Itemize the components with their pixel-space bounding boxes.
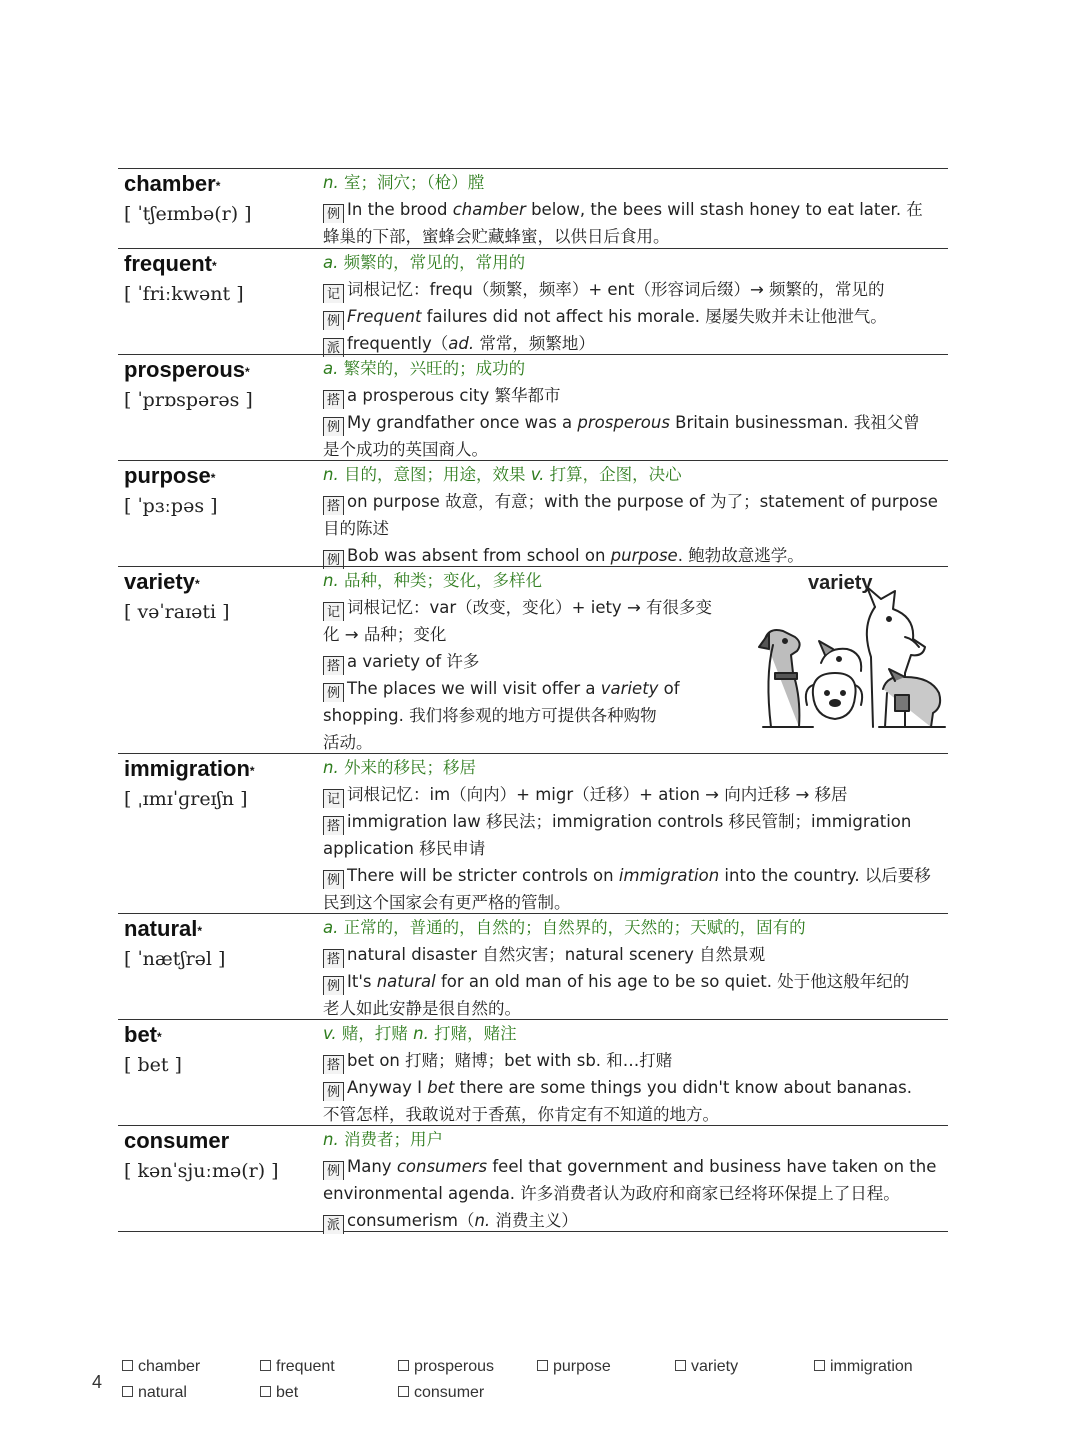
definition: [323, 461, 943, 488]
line-text: application 移民申请: [323, 839, 486, 858]
label-tag: 搭: [323, 390, 344, 409]
entry-line: [323, 488, 943, 515]
checklist-item-consumer[interactable]: [398, 1384, 484, 1402]
entry-line: [323, 436, 943, 463]
entry-line: [323, 995, 943, 1022]
line-text: shopping. 我们将参观的地方可提供各种购物: [323, 706, 657, 725]
line-text: consumerism（: [347, 1211, 475, 1230]
label-tag: 搭: [323, 1055, 344, 1074]
definition: [323, 567, 743, 594]
headword-column: [124, 1126, 314, 1184]
meaning: 打算，企图，决心: [544, 465, 682, 484]
entry-immigration: [118, 753, 948, 914]
headword: [124, 249, 314, 279]
headword-column: [124, 169, 314, 227]
entry-line: [323, 702, 743, 729]
key-word-star: *: [245, 365, 250, 379]
line-text: a variety of 许多: [347, 652, 480, 671]
checklist-label: chamber: [138, 1358, 201, 1375]
phonetic: [ ˈnætʃrəl ]: [124, 948, 226, 970]
key-word-star: *: [197, 924, 203, 938]
phonetic: [ bet ]: [124, 1054, 182, 1076]
meaning: 外来的移民；移居: [338, 758, 476, 777]
definition: [323, 1126, 943, 1153]
definition: [323, 249, 943, 276]
part-of-speech: a.: [323, 918, 339, 937]
key-word-star: *: [249, 764, 255, 778]
label-tag: 搭: [323, 496, 344, 515]
entry-purpose: [118, 460, 948, 567]
definition-column: [323, 1126, 943, 1234]
headword: [124, 1020, 314, 1050]
line-text: . 鲍勃故意逃学。: [677, 546, 804, 565]
phonetic: [ ˌɪmɪˈɡreɪʃn ]: [124, 788, 248, 810]
definition: [323, 754, 943, 781]
checklist-label: purpose: [553, 1358, 611, 1375]
part-of-speech: n.: [323, 758, 339, 777]
checklist-item-chamber[interactable]: [122, 1358, 200, 1376]
headword: [124, 1126, 314, 1156]
definition-column: [323, 355, 943, 463]
meaning: 赌，打赌: [336, 1024, 414, 1043]
part-of-speech: a.: [323, 253, 339, 272]
keyword-italic: purpose: [610, 546, 678, 565]
entry-line: [323, 1101, 943, 1128]
key-word-star: *: [194, 577, 200, 591]
phonetic: [ ˈprɒspərəs ]: [124, 389, 253, 411]
key-word-star: *: [212, 259, 217, 273]
part-of-speech: a.: [323, 359, 339, 378]
checklist-item-immigration[interactable]: [814, 1358, 913, 1376]
headword: [124, 567, 314, 597]
label-tag: 例: [323, 550, 344, 569]
keyword-italic: prosperous: [577, 413, 670, 432]
keyword-italic: ad.: [448, 334, 475, 353]
entry-line: [323, 276, 943, 303]
line-text: 目的陈述: [323, 519, 389, 538]
line-text: 词根记忆：frequ（频繁，频率）+ ent（形容词后缀）→ 频繁的，常见的: [347, 280, 885, 299]
part-of-speech: n.: [323, 173, 339, 192]
dogs-illustration: [755, 577, 950, 747]
headword-text: bet: [124, 1022, 157, 1047]
headword-column: [124, 1020, 314, 1078]
entry-line: [323, 542, 943, 569]
headword-text: natural: [124, 916, 198, 941]
line-text: There will be stricter controls on: [347, 866, 619, 885]
part-of-speech: v.: [323, 1024, 337, 1043]
label-tag: 派: [323, 1215, 344, 1234]
entry-line: [323, 382, 943, 409]
part-of-speech: n.: [413, 1024, 429, 1043]
definition-column: [323, 249, 943, 357]
entry-line: [323, 675, 743, 702]
entry-line: [323, 1180, 943, 1207]
line-text: 民到这个国家会有更严格的管制。: [323, 893, 571, 912]
phonetic: [ ˈtʃeɪmbə(r) ]: [124, 203, 252, 225]
definition: [323, 1020, 943, 1047]
label-tag: 记: [323, 284, 344, 303]
checkbox-icon[interactable]: [537, 1360, 548, 1371]
entry-line: [323, 330, 943, 357]
headword-column: [124, 461, 314, 519]
key-word-star: *: [157, 1030, 162, 1044]
entry-natural: [118, 913, 948, 1020]
entry-line: [323, 409, 943, 436]
entry-line: [323, 648, 743, 675]
label-tag: 记: [323, 789, 344, 808]
line-text: Britain businessman. 我祖父曾: [669, 413, 920, 432]
line-text: a prosperous city 繁华都市: [347, 386, 561, 405]
entry-line: [323, 223, 943, 250]
meaning: 正常的，普通的，自然的；自然界的，天然的；天赋的，固有的: [338, 918, 806, 937]
checkbox-icon[interactable]: [814, 1360, 825, 1371]
meaning: 繁荣的，兴旺的；成功的: [338, 359, 526, 378]
definition-column: [323, 461, 943, 569]
checkbox-icon[interactable]: [260, 1360, 271, 1371]
entry-line: [323, 862, 943, 889]
headword-column: [124, 249, 314, 307]
line-text: bet on 打赌；赌博；bet with sb. 和…打赌: [347, 1051, 673, 1070]
checklist-item-natural[interactable]: [122, 1384, 187, 1402]
label-tag: 搭: [323, 949, 344, 968]
label-tag: 例: [323, 976, 344, 995]
entry-line: [323, 196, 943, 223]
checklist-label: natural: [138, 1384, 187, 1401]
line-text: failures did not affect his morale. 屡屡失败并未让他泄气。: [421, 307, 887, 326]
entry-chamber: [118, 168, 948, 249]
label-tag: 例: [323, 311, 344, 330]
definition-column: [323, 754, 943, 916]
line-text: immigration law 移民法；immigration controls 移民管制；immigration: [347, 812, 912, 831]
entry-prosperous: [118, 354, 948, 461]
headword-text: chamber: [124, 171, 216, 196]
headword-text: variety: [124, 569, 195, 594]
definition: [323, 169, 943, 196]
definition: [323, 355, 943, 382]
entry-line: [323, 1047, 943, 1074]
headword: [124, 461, 314, 491]
headword-text: purpose: [124, 463, 211, 488]
entry-line: [323, 1207, 943, 1234]
checklist-item-bet[interactable]: [260, 1384, 298, 1402]
headword: [124, 169, 314, 199]
key-word-star: *: [215, 179, 221, 193]
headword-column: [124, 754, 314, 812]
entry-consumer: [118, 1125, 948, 1232]
keyword-italic: bet: [427, 1078, 455, 1097]
phonetic: [ ˈfriːkwənt ]: [124, 283, 244, 305]
entry-line: [323, 515, 943, 542]
definition: [323, 914, 943, 941]
meaning: 打赌，赌注: [428, 1024, 517, 1043]
keyword-italic: natural: [376, 972, 436, 991]
headword: [124, 754, 314, 784]
checkbox-icon[interactable]: [675, 1360, 686, 1371]
headword-column: [124, 567, 314, 625]
checklist-label: prosperous: [414, 1358, 495, 1375]
meaning: 目的，意图；用途，效果: [338, 465, 531, 484]
part-of-speech: n.: [323, 1130, 339, 1149]
keyword-italic: consumers: [396, 1157, 488, 1176]
illustration-title: variety: [808, 572, 873, 594]
line-text: below, the bees will stash honey to eat later. 在: [525, 200, 923, 219]
line-text: 词根记忆：var（改变，变化）+ iety → 有很多变: [347, 598, 713, 617]
entry-line: [323, 1074, 943, 1101]
entry-bet: [118, 1019, 948, 1126]
checkbox-icon[interactable]: [398, 1360, 409, 1371]
headword: [124, 914, 314, 944]
headword-text: consumer: [124, 1128, 230, 1153]
checklist-label: frequent: [276, 1358, 335, 1375]
line-text: environmental agenda. 许多消费者认为政府和商家已经将环保提上了日程。: [323, 1184, 900, 1203]
label-tag: 例: [323, 683, 344, 702]
entry-line: [323, 941, 943, 968]
checkbox-icon[interactable]: [398, 1386, 409, 1397]
line-text: 是个成功的英国商人。: [323, 440, 488, 459]
headword-column: [124, 914, 314, 972]
meaning: 频繁的，常见的，常用的: [338, 253, 526, 272]
checklist-label: variety: [691, 1358, 739, 1375]
phonetic: [ ˈpɜːpəs ]: [124, 495, 218, 517]
checklist-label: immigration: [830, 1358, 913, 1375]
entry-line: [323, 1153, 943, 1180]
line-text: natural disaster 自然灾害；natural scenery 自然景观: [347, 945, 766, 964]
checklist-item-purpose[interactable]: [537, 1358, 611, 1376]
label-tag: 搭: [323, 656, 344, 675]
label-tag: 例: [323, 204, 344, 223]
line-text: 常常，频繁地）: [474, 334, 595, 353]
part-of-speech: n.: [323, 571, 339, 590]
definition-column: [323, 169, 943, 250]
keyword-italic: Frequent: [347, 307, 422, 326]
label-tag: 搭: [323, 816, 344, 835]
headword-text: immigration: [124, 756, 250, 781]
line-text: on purpose 故意，有意；with the purpose of 为了；statement of purpose: [347, 492, 938, 511]
entry-line: [323, 968, 943, 995]
line-text: 蜂巢的下部，蜜蜂会贮藏蜂蜜，以供日后食用。: [323, 227, 670, 246]
label-tag: 记: [323, 602, 344, 621]
entry-line: [323, 621, 743, 648]
line-text: feel that government and business have taken on the: [487, 1157, 937, 1176]
line-text: 老人如此安静是很自然的。: [323, 999, 521, 1018]
phonetic: [ kənˈsjuːmə(r) ]: [124, 1160, 279, 1182]
keyword-italic: chamber: [452, 200, 526, 219]
label-tag: 例: [323, 1161, 344, 1180]
headword: [124, 355, 314, 385]
line-text: The places we will visit offer a: [347, 679, 601, 698]
line-text: 不管怎样，我敢说对于香蕉，你肯定有不知道的地方。: [323, 1105, 719, 1124]
entry-line: [323, 781, 943, 808]
headword-text: frequent: [124, 251, 212, 276]
line-text: Bob was absent from school on: [347, 546, 611, 565]
line-text: 词根记忆：im（向内）+ migr（迁移）+ ation → 向内迁移 → 移居: [347, 785, 848, 804]
part-of-speech: v.: [530, 465, 545, 484]
label-tag: 例: [323, 1082, 344, 1101]
line-text: for an old man of his age to be so quiet. 处于他这般年纪的: [435, 972, 910, 991]
page-number: 4: [92, 1372, 103, 1392]
checklist-item-variety[interactable]: [675, 1358, 738, 1376]
line-text: It's: [347, 972, 377, 991]
checklist-label: consumer: [414, 1384, 485, 1401]
entry-line: [323, 808, 943, 835]
phonetic: [ vəˈraɪəti ]: [124, 601, 230, 623]
entry-line: [323, 729, 743, 756]
headword-column: [124, 355, 314, 413]
keyword-italic: variety: [600, 679, 659, 698]
checkbox-icon[interactable]: [122, 1360, 133, 1371]
line-text: Anyway I: [347, 1078, 428, 1097]
meaning: 消费者；用户: [338, 1130, 443, 1149]
part-of-speech: n.: [323, 465, 339, 484]
line-text: Many: [347, 1157, 397, 1176]
checkbox-icon[interactable]: [260, 1386, 271, 1397]
line-text: 消费主义）: [490, 1211, 578, 1230]
keyword-italic: n.: [474, 1211, 491, 1230]
meaning: 品种，种类；变化，多样化: [338, 571, 542, 590]
definition-column: [323, 567, 743, 756]
line-text: of: [658, 679, 680, 698]
checklist-item-prosperous[interactable]: [398, 1358, 494, 1376]
label-tag: 例: [323, 870, 344, 889]
line-text: 活动。: [323, 733, 373, 752]
line-text: 化 → 品种；变化: [323, 625, 447, 644]
line-text: into the country. 以后要移: [719, 866, 931, 885]
line-text: there are some things you didn't know about bananas.: [454, 1078, 912, 1097]
entry-frequent: [118, 248, 948, 355]
entry-line: [323, 303, 943, 330]
entry-line: [323, 835, 943, 862]
checklist-label: bet: [276, 1384, 299, 1401]
line-text: In the brood: [347, 200, 453, 219]
label-tag: 派: [323, 338, 344, 357]
meaning: 室；洞穴；（枪）膛: [338, 173, 485, 192]
checkbox-icon[interactable]: [122, 1386, 133, 1397]
key-word-star: *: [210, 471, 216, 485]
entry-line: [323, 594, 743, 621]
entry-line: [323, 889, 943, 916]
checklist-item-frequent[interactable]: [260, 1358, 335, 1376]
label-tag: 例: [323, 417, 344, 436]
line-text: frequently（: [347, 334, 449, 353]
definition-column: [323, 914, 943, 1022]
headword-text: prosperous: [124, 357, 246, 382]
line-text: My grandfather once was a: [347, 413, 578, 432]
definition-column: [323, 1020, 943, 1128]
keyword-italic: immigration: [618, 866, 720, 885]
